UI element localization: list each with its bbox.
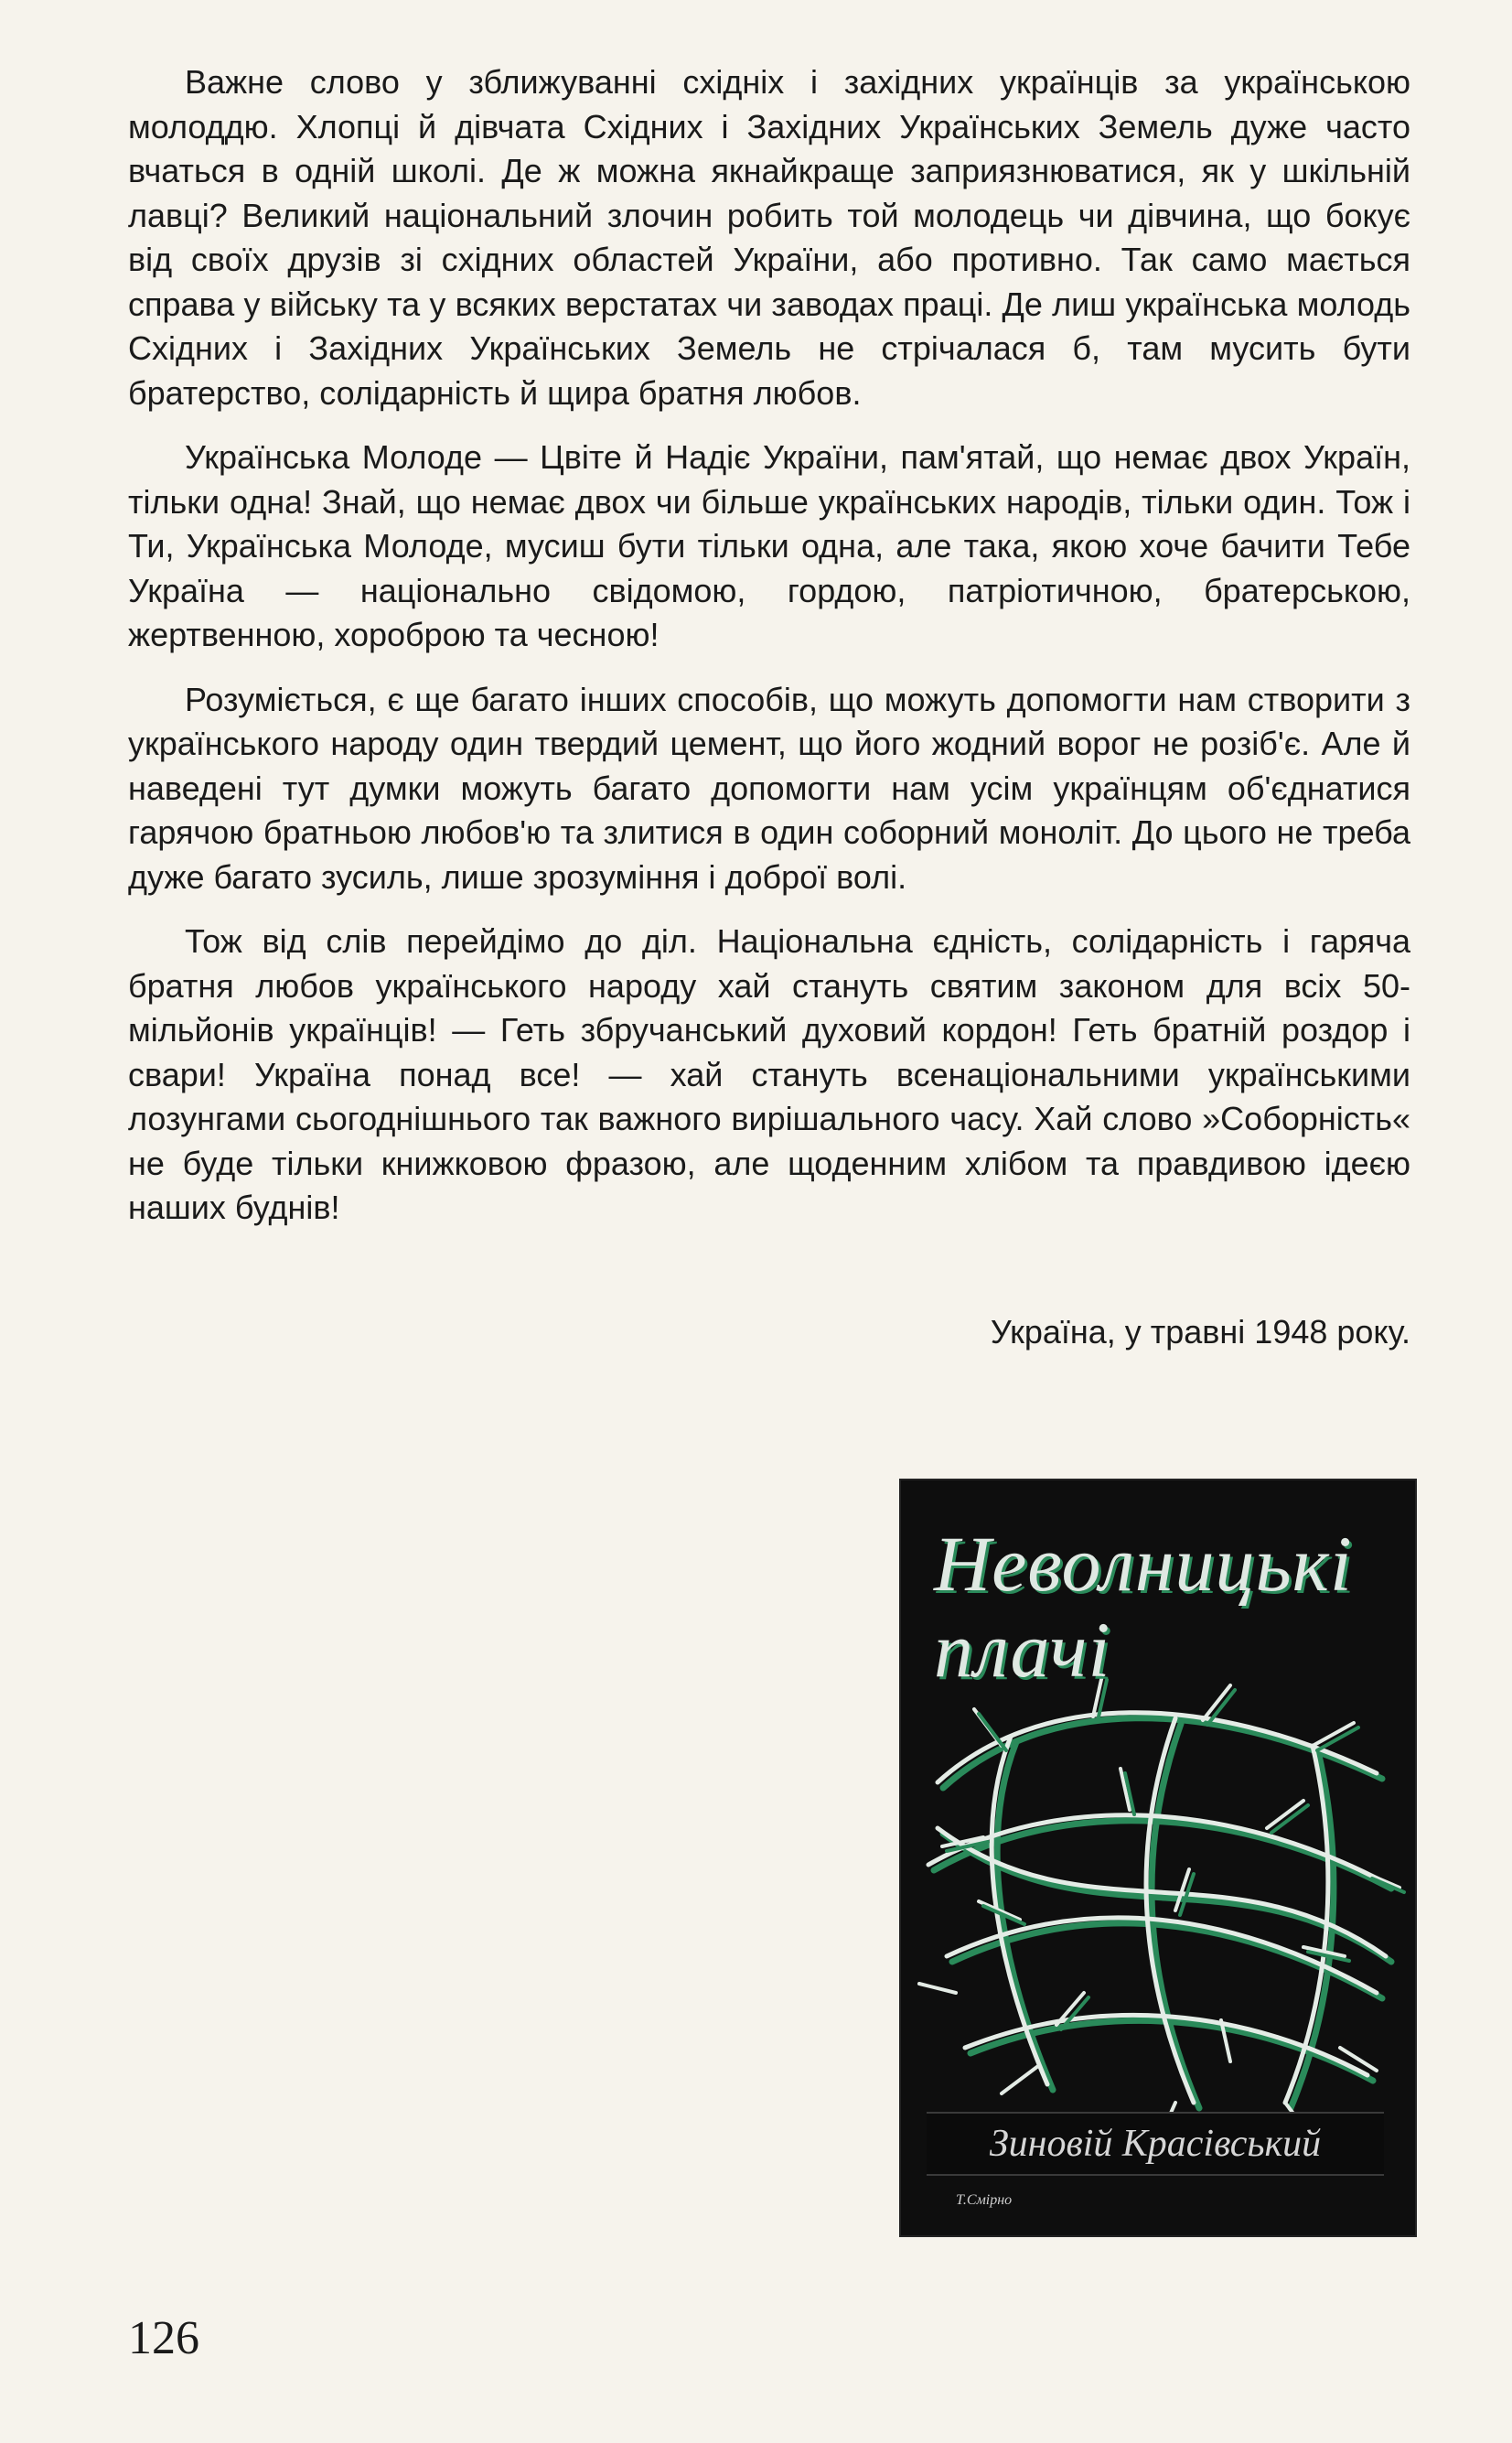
paragraph-2: Українська Молоде — Цвіте й Надіє України, пам'ятай, що немає двох Україн, тільки одна! Знай, що немає двох чи більше українських народів, тільки один. Тож і Ти, Українська Молоде, мусиш бути тільки одна, але така, якою хоче бачити Тебе Україна — національно свідомою, гордою, патріотичною, братерською, жертвенною, хороброю та чесною!: [128, 438, 1410, 653]
body-text: [128, 60, 1410, 1251]
paragraph-3: Розуміється, є ще багато інших способів, що можуть допомогти нам створити з українського народу один твердий цемент, що його жодний ворог не розіб'є. Але й наведені тут думки можуть багато допомогти нам усім українцям об'єднатися гарячою братньою любов'ю та злитися в один соборний моноліт. До цього не треба дуже багато зусиль, лише зрозуміння і доброї волі.: [128, 680, 1410, 896]
paragraph-1: Важне слово у зближуванні східніх і західних українців за українською молоддю. Хлопці й дівчата Східних і Західних Українських Земель дуже часто вчаться в одній школі. Де ж можна якнайкраще заприязнюватися, як у шкільній лавці? Великий національний злочин робить той молодець чи дівчина, що бокує від своїх друзів зі східних областей України, або противно. Так само мається справа у війську та у всяких верстатах чи заводах праці. Де лиш українська молодь Східних і Західних Українських Земель не стрічалася б, там мусить бути братерство, солідарність й щира братня любов.: [128, 63, 1410, 412]
signoff-place-date: Україна, у травні 1948 року.: [990, 1313, 1410, 1351]
page-number: 126: [128, 2312, 199, 2364]
book-cover-illustration: [901, 1480, 1415, 2235]
cover-title-line-1: Неволницькі: [934, 1520, 1353, 1608]
cover-title: [934, 1521, 1391, 1693]
cover-author-band: [927, 2112, 1384, 2176]
cover-title-line-2: плачі: [934, 1606, 1111, 1694]
cover-author: Зиновій Красівський: [989, 2123, 1322, 2165]
cover-artist-signature: Т.Смірно: [956, 2192, 1013, 2208]
paragraph-4: Тож від слів перейдімо до діл. Національна єдність, солідарність і гаряча братня любов українського народу хай стануть святим законом для всіх 50-мільйонів українців! — Геть збручанський духовий кордон! Геть братній роздор і свари! Україна понад все! — хай стануть всенаціональними українськими лозунгами сьогоднішнього так важного вирішального часу. Хай слово »Соборність« не буде тільки книжковою фразою, але щоденним хлібом та правдивою ідеєю наших буднів!: [128, 922, 1410, 1226]
